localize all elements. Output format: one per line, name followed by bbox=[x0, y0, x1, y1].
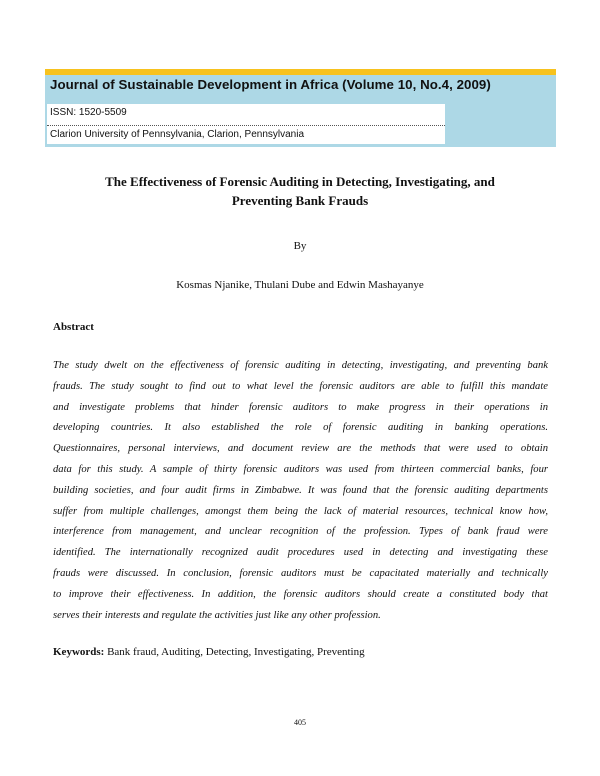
abstract-heading: Abstract bbox=[53, 321, 94, 333]
abstract-line: Questionnaires, personal interviews, and document review are the methods that were used to obtain bbox=[53, 443, 548, 455]
authors: Kosmas Njanike, Thulani Dube and Edwin Mashayanye bbox=[176, 279, 424, 291]
page-number: 405 bbox=[294, 718, 306, 727]
journal-header bbox=[45, 69, 556, 147]
abstract-line: suffer from multiple challenges, amongst them being the lack of material resources, technical know how, bbox=[53, 505, 548, 517]
article-title-line-2: Preventing Bank Frauds bbox=[231, 193, 369, 208]
dotted-divider bbox=[47, 125, 445, 126]
abstract-line: to improve their effectiveness. In addition, the forensic auditors should create a constituted body that bbox=[53, 588, 548, 600]
abstract-line: The study dwelt on the effectiveness of forensic auditing in detecting, investigating, and preventing bank bbox=[53, 360, 548, 371]
journal-issn: ISSN: 1520-5509 bbox=[50, 107, 127, 118]
keywords-label: Keywords: bbox=[53, 646, 105, 658]
keywords bbox=[53, 646, 365, 658]
journal-affiliation: Clarion University of Pennsylvania, Clarion, Pennsylvania bbox=[50, 129, 305, 140]
abstract-line: serves their interests and regulate the activities just like any other profession. bbox=[53, 609, 381, 621]
journal-info-box bbox=[47, 104, 445, 144]
journal-title: Journal of Sustainable Development in Africa (Volume 10, No.4, 2009) bbox=[50, 77, 491, 92]
article-title-line-1: The Effectiveness of Forensic Auditing in Detecting, Investigating, and bbox=[105, 174, 495, 189]
abstract-line: data for this study. A sample of thirty forensic auditors was used from thirteen commercial banks, four bbox=[53, 463, 548, 475]
keywords-text: Bank fraud, Auditing, Detecting, Investigating, Preventing bbox=[104, 646, 365, 658]
abstract-body bbox=[53, 356, 548, 626]
abstract-line: interference from management, and unclear recognition of the profession. Types of bank fraud were bbox=[53, 526, 548, 538]
abstract-line: frauds. The study sought to find out to what level the forensic auditors are able to fulfill this mandate bbox=[53, 380, 548, 392]
abstract-line: developing countries. It also established the role of forensic auditing in banking operations. bbox=[53, 422, 548, 434]
abstract-line: frauds were discussed. In conclusion, forensic auditors must be capacitated materially and technically bbox=[53, 567, 548, 579]
abstract-line: identified. The internationally recognized audit procedures used in detecting and investigating these bbox=[53, 547, 548, 559]
abstract-line: building societies, and four audit firms in Zimbabwe. It was found that the forensic auditing departments bbox=[53, 484, 548, 496]
byline-by: By bbox=[293, 240, 307, 252]
journal-header-accent-bar bbox=[45, 69, 556, 75]
abstract-line: and investigate problems that hinder forensic auditors to make progress in their operations in bbox=[53, 401, 548, 413]
